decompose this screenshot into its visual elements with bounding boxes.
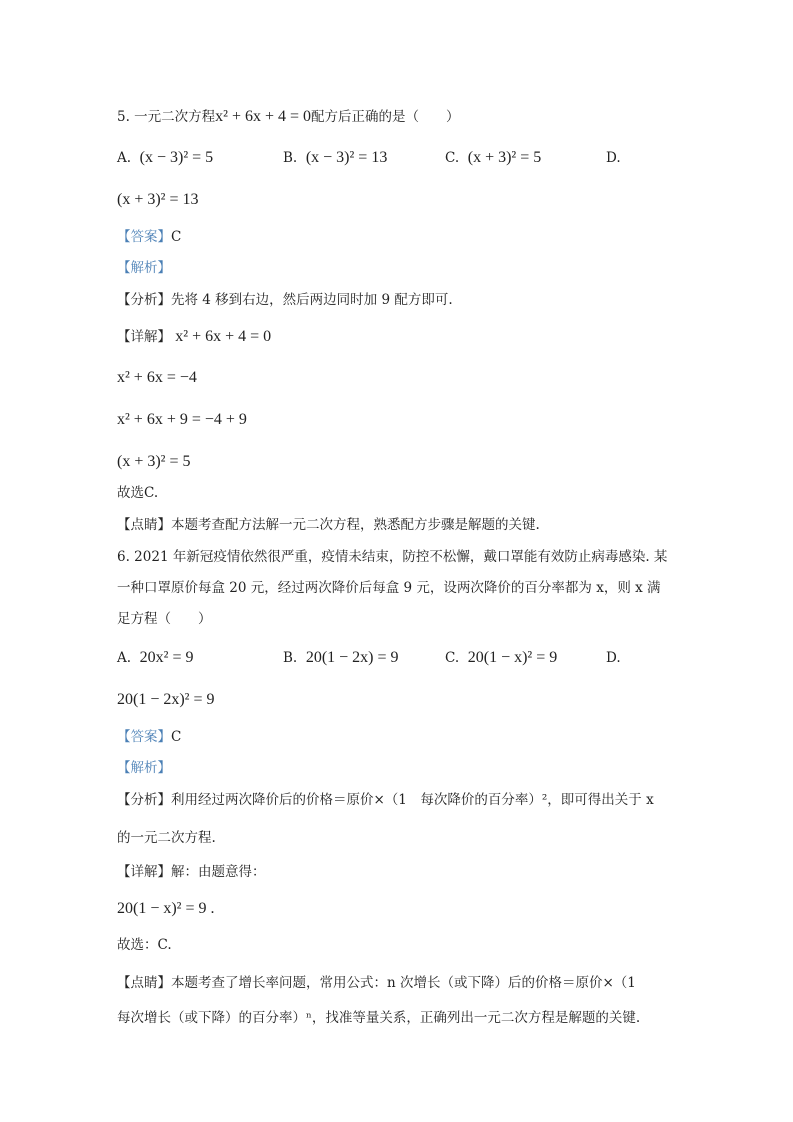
option-label: A. <box>117 150 132 166</box>
answer-value: C <box>171 229 182 245</box>
option-label: C. <box>445 150 460 166</box>
q5-step-4: (x + 3)² = 5 <box>117 453 191 470</box>
q6-option-b <box>283 649 399 667</box>
dianjing-text: 本题考查配方法解一元二次方程，熟悉配方步骤是解题的关键. <box>171 517 540 533</box>
fenxi-text: 先将 4 移到右边，然后两边同时加 9 配方即可. <box>171 292 453 308</box>
option-label: A. <box>117 650 132 666</box>
q6-answer <box>117 728 181 746</box>
step-equation: x² + 6x + 4 = 0 <box>175 328 272 345</box>
q5-xiangjie <box>117 328 271 346</box>
q5-stem-suffix: 配方后正确的是（ ） <box>311 109 460 125</box>
q5-dianjing <box>117 516 540 534</box>
answer-tag: 【答案】 <box>117 729 171 745</box>
xiangjie-tag: 【详解】 <box>117 329 171 345</box>
q5-stem <box>117 108 460 126</box>
option-equation: 20(1 − 2x) = 9 <box>305 649 399 666</box>
option-label: C. <box>445 650 460 666</box>
q6-equation: 20(1 − x)² = 9 . <box>117 900 215 917</box>
q5-step-3: x² + 6x + 9 = −4 + 9 <box>117 411 247 428</box>
fenxi-tag: 【分析】 <box>117 292 171 308</box>
fenxi-text: 利用经过两次降价后的价格＝原价×（1 每次降价的百分率）²，即可得出关于 x <box>171 792 654 808</box>
q6-xiangjie <box>117 863 266 881</box>
q5-choose: 故选C. <box>117 485 159 501</box>
fenxi-tag: 【分析】 <box>117 792 171 808</box>
q5-option-b <box>283 149 387 167</box>
option-equation: (x − 3)² = 13 <box>305 149 388 166</box>
option-label: D. <box>606 150 621 166</box>
q5-answer <box>117 228 181 246</box>
q5-analysis-tag: 【解析】 <box>117 260 171 276</box>
option-label: B. <box>283 150 298 166</box>
answer-tag: 【答案】 <box>117 229 171 245</box>
q5-option-c <box>445 149 541 167</box>
option-label: B. <box>283 650 298 666</box>
option-equation: (x + 3)² = 5 <box>467 149 542 166</box>
q6-dianjing-line-2: 每次增长（或下降）的百分率）ⁿ，找准等量关系，正确列出一元二次方程是解题的关键. <box>117 1010 641 1026</box>
dianjing-tag: 【点睛】 <box>117 517 171 533</box>
q5-stem-prefix: 5. 一元二次方程 <box>117 109 216 125</box>
option-equation: (x − 3)² = 5 <box>139 149 214 166</box>
q5-option-d-equation: (x + 3)² = 13 <box>117 191 199 208</box>
q5-stem-equation: x² + 6x + 4 = 0 <box>215 108 312 125</box>
q6-analysis-tag: 【解析】 <box>117 760 171 776</box>
q5-step-2: x² + 6x = −4 <box>117 369 197 386</box>
q6-stem-line-1: 6. 2021 年新冠疫情依然很严重，疫情未结束，防控不松懈，戴口罩能有效防止病毒感染. 某 <box>117 549 668 565</box>
option-label: D. <box>606 650 621 666</box>
q6-dianjing <box>117 974 636 992</box>
xiangjie-text: 解：由题意得： <box>171 864 266 880</box>
q6-fenxi-line-2: 的一元二次方程. <box>117 830 216 846</box>
q6-choose: 故选：C. <box>117 937 172 953</box>
q6-option-d <box>606 649 621 667</box>
q6-fenxi <box>117 791 654 809</box>
q5-option-a <box>117 149 213 167</box>
q6-option-d-equation: 20(1 − 2x)² = 9 <box>117 691 215 708</box>
answer-value: C <box>171 729 182 745</box>
q5-fenxi <box>117 291 453 309</box>
q6-option-a <box>117 649 193 667</box>
q5-option-d <box>606 149 621 167</box>
xiangjie-tag: 【详解】 <box>117 864 171 880</box>
q6-stem-line-2: 一种口罩原价每盒 20 元，经过两次降价后每盒 9 元，设两次降价的百分率都为 x，则 x 满 <box>117 580 661 596</box>
q6-option-c <box>445 649 557 667</box>
option-equation: 20x² = 9 <box>139 649 194 666</box>
option-equation: 20(1 − x)² = 9 <box>467 649 558 666</box>
dianjing-tag: 【点睛】 <box>117 975 171 991</box>
q6-stem-line-3: 足方程（ ） <box>117 611 212 627</box>
dianjing-text: 本题考查了增长率问题，常用公式：n 次增长（或下降）后的价格＝原价×（1 <box>171 975 636 991</box>
